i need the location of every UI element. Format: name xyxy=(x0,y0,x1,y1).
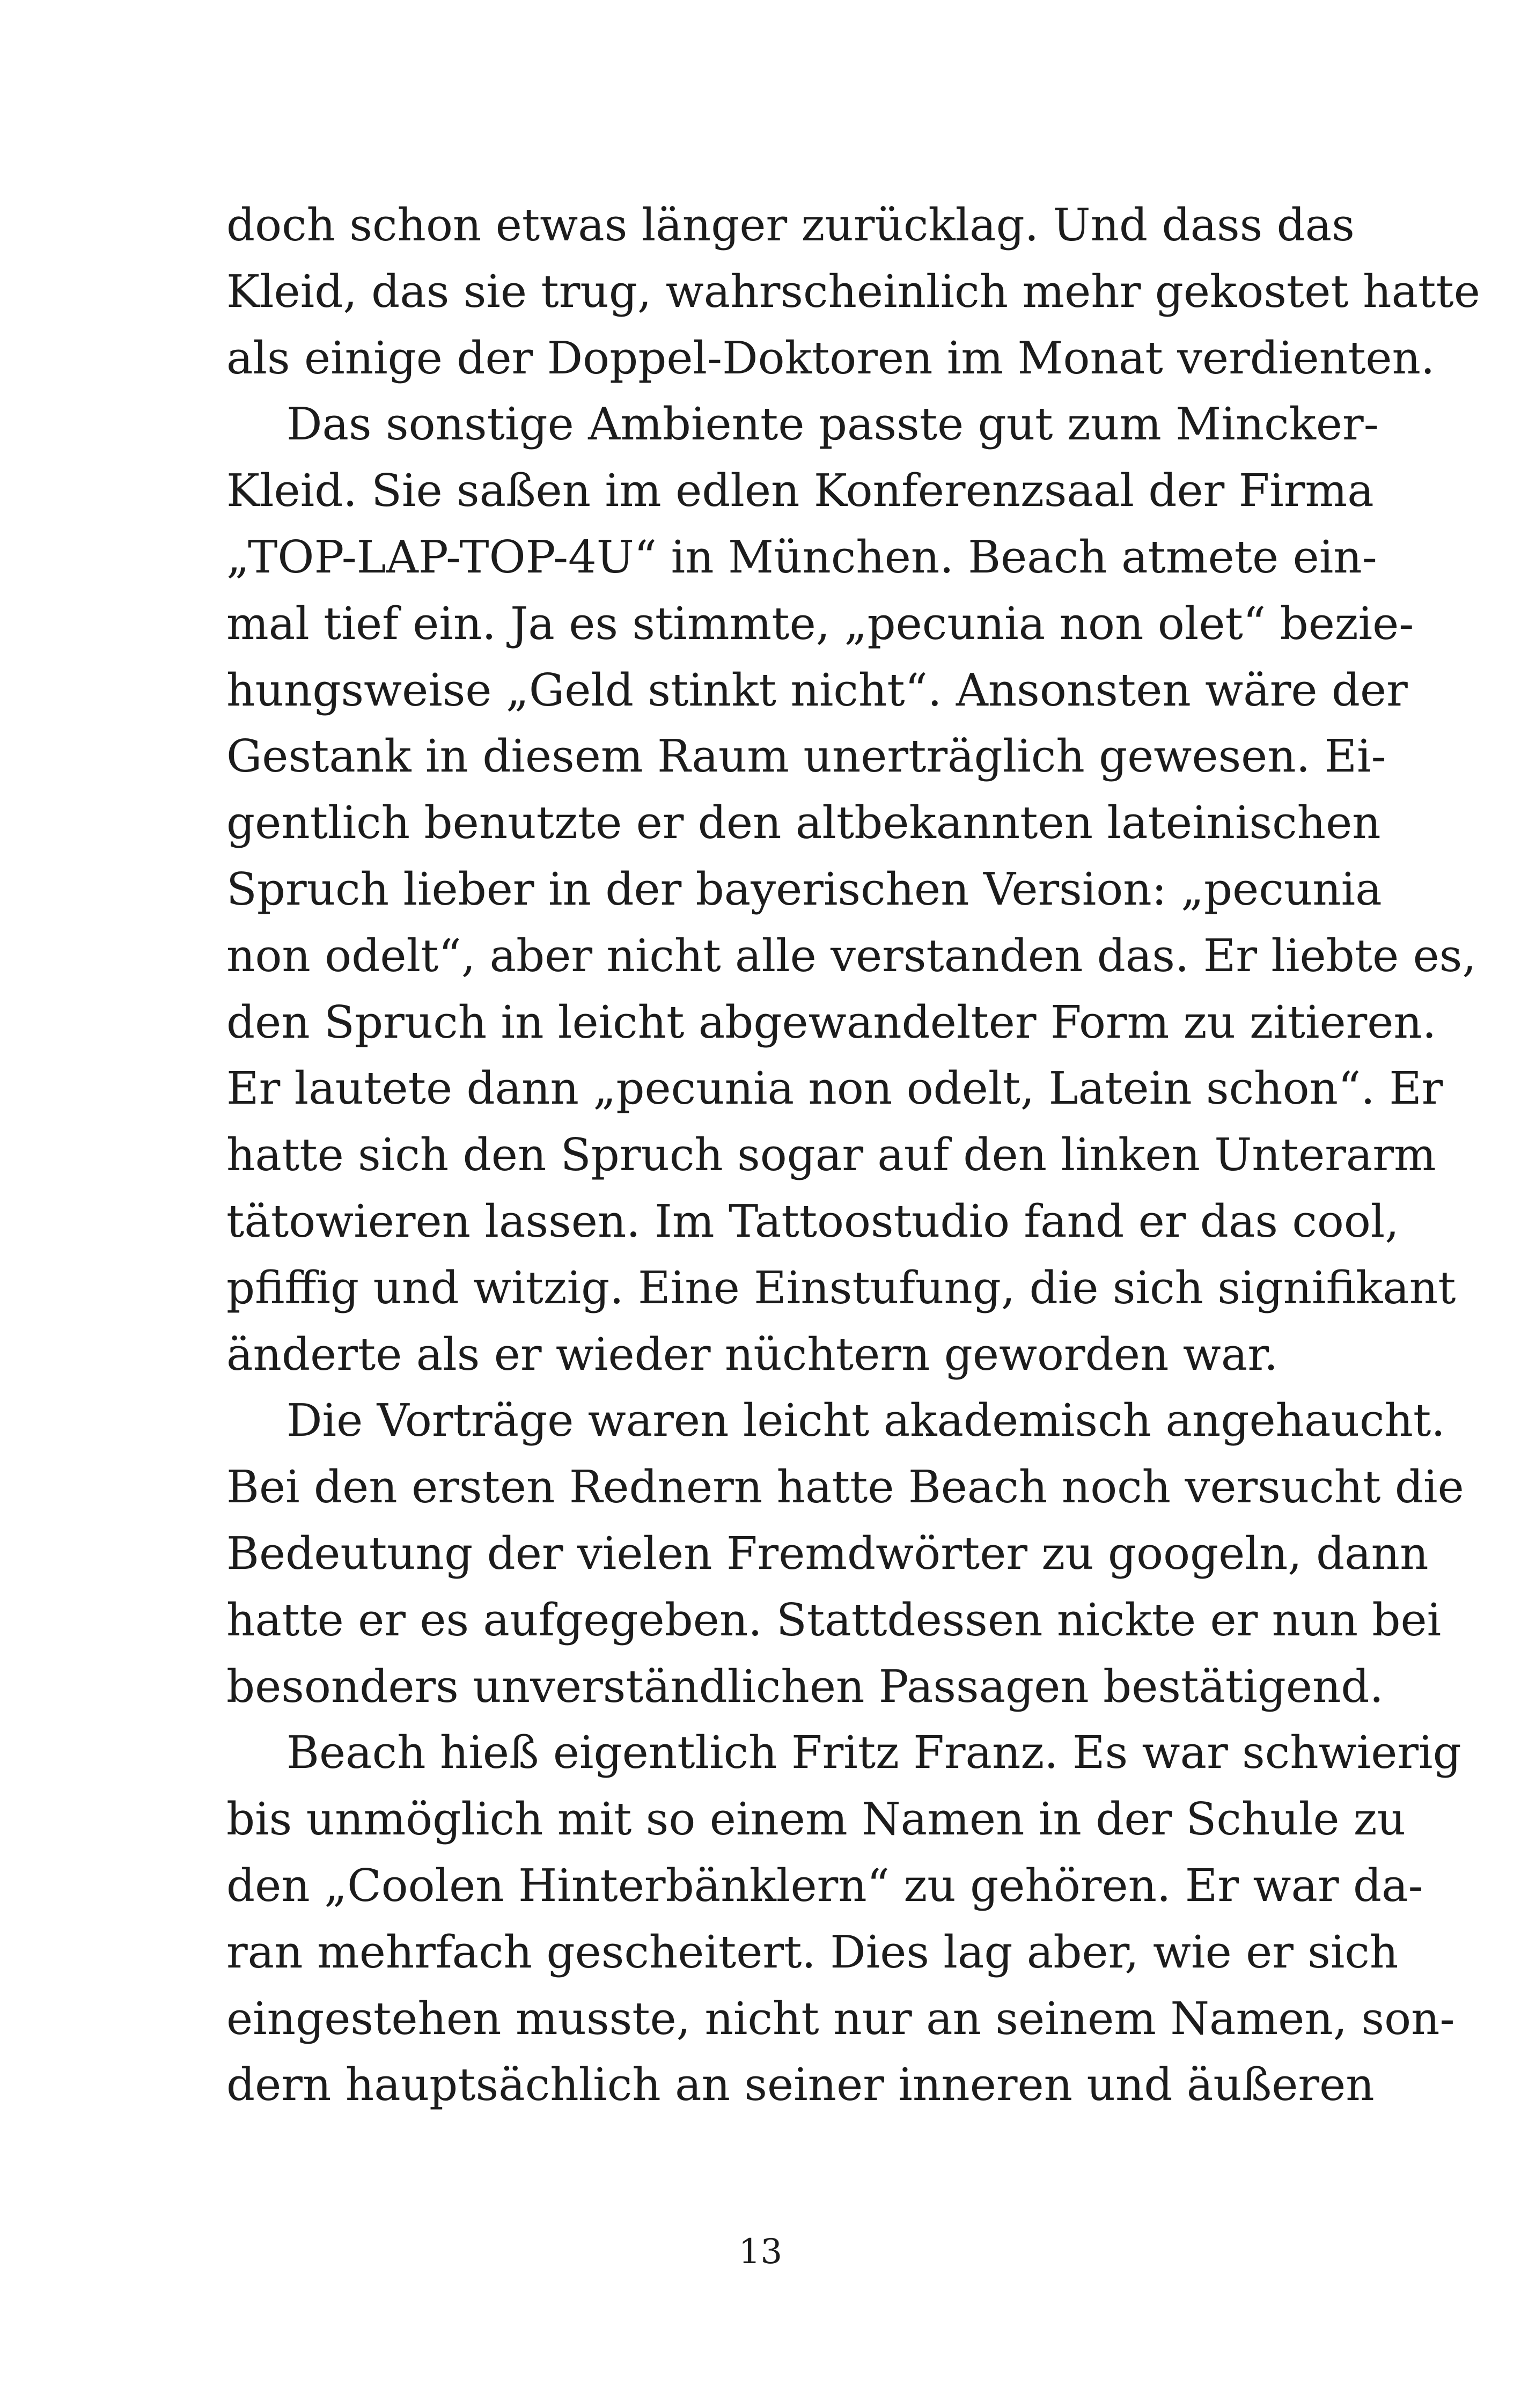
text-line: Die Vorträge waren leicht akademisch angehaucht. xyxy=(286,1394,1445,1447)
text-line: Bedeutung der vielen Fremdwörter zu googeln, dann xyxy=(226,1527,1429,1580)
text-line: bis unmöglich mit so einem Namen in der Schule zu xyxy=(226,1793,1406,1846)
text-line: Gestank in diesem Raum unerträglich gewesen. Ei- xyxy=(226,730,1386,783)
text-line: Er lautete dann „pecunia non odelt, Latein schon“. Er xyxy=(226,1062,1443,1115)
body-text xyxy=(226,192,1480,2118)
text-line: Spruch lieber in der bayerischen Version: „pecunia xyxy=(226,863,1382,915)
text-line: gentlich benutzte er den altbekannten lateinischen xyxy=(226,797,1381,849)
text-line: Bei den ersten Rednern hatte Beach noch versucht die xyxy=(226,1461,1464,1514)
text-line: tätowieren lassen. Im Tattoostudio fand er das cool, xyxy=(226,1195,1399,1247)
text-line: eingestehen musste, nicht nur an seinem Namen, son- xyxy=(226,1992,1455,2045)
text-line: „TOP-LAP-TOP-4U“ in München. Beach atmete ein- xyxy=(226,531,1377,583)
text-line: den Spruch in leicht abgewandelter Form zu zitieren. xyxy=(226,996,1437,1048)
paragraph-2 xyxy=(226,391,1476,1387)
paragraph-3 xyxy=(226,1387,1464,1720)
text-line: Das sonstige Ambiente passte gut zum Mincker- xyxy=(286,398,1379,451)
text-line: Kleid. Sie saßen im edlen Konferenzsaal der Firma xyxy=(226,465,1374,517)
text-line: dern hauptsächlich an seiner inneren und äußeren xyxy=(226,2059,1375,2111)
paragraph-4 xyxy=(226,1720,1461,2118)
text-line: Beach hieß eigentlich Fritz Franz. Es war schwierig xyxy=(286,1727,1461,1779)
page-number: 13 xyxy=(738,2232,783,2272)
text-line: pfiffig und witzig. Eine Einstufung, die sich signifikant xyxy=(226,1261,1456,1314)
paragraph-1 xyxy=(226,192,1480,391)
text-line: änderte als er wieder nüchtern geworden war. xyxy=(226,1328,1278,1381)
text-line: hatte er es aufgegeben. Stattdessen nickte er nun bei xyxy=(226,1594,1442,1646)
text-line: Kleid, das sie trug, wahrscheinlich mehr gekostet hatte xyxy=(226,265,1480,318)
text-line: hungsweise „Geld stinkt nicht“. Ansonsten wäre der xyxy=(226,664,1408,716)
text-line: den „Coolen Hinterbänklern“ zu gehören. Er war da- xyxy=(226,1859,1423,1912)
text-line: ran mehrfach gescheitert. Dies lag aber, wie er sich xyxy=(226,1926,1399,1978)
text-line: als einige der Doppel-Doktoren im Monat verdienten. xyxy=(226,332,1435,384)
text-line: besonders unverständlichen Passagen bestätigend. xyxy=(226,1660,1384,1713)
text-line: doch schon etwas länger zurücklag. Und dass das xyxy=(226,199,1355,251)
text-line: non odelt“, aber nicht alle verstanden das. Er liebte es, xyxy=(226,929,1476,982)
text-line: mal tief ein. Ja es stimmte, „pecunia non olet“ bezie- xyxy=(226,597,1414,650)
text-line: hatte sich den Spruch sogar auf den linken Unterarm xyxy=(226,1129,1436,1181)
